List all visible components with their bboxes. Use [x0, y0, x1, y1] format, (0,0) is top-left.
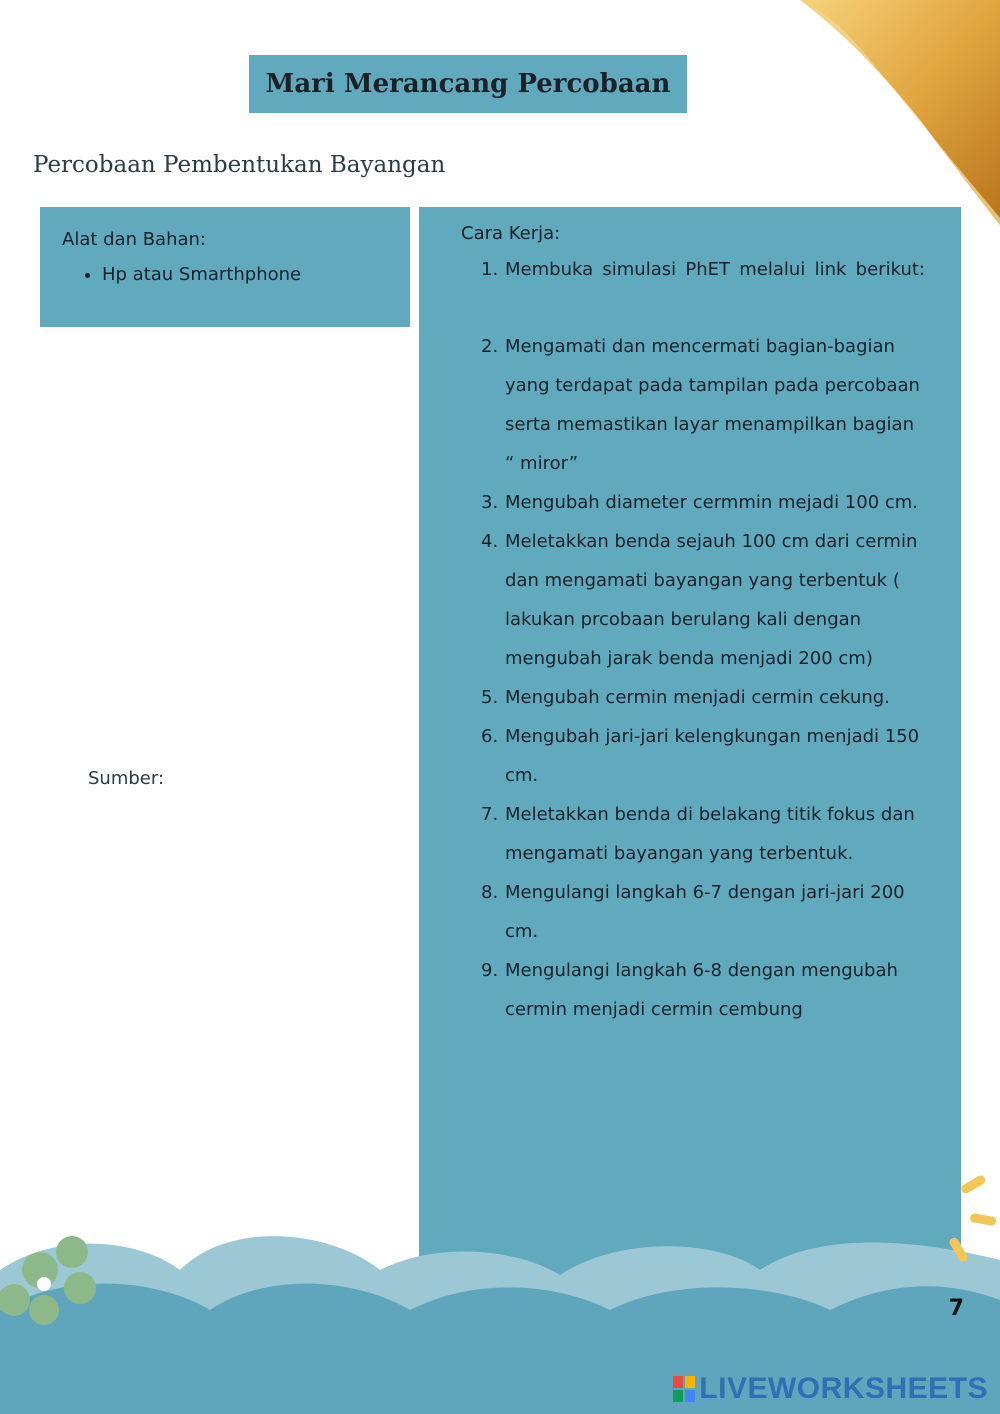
step-text: Meletakkan benda sejauh 100 cm dari cermin dan mengamati bayangan yang terbentuk ( lakukan prcobaan berulang kali dengan mengubah jarak benda menjadi 200 cm) — [505, 531, 918, 669]
brand-footer[interactable] — [673, 1372, 988, 1406]
step-text: Membuka simulasi PhET melalui link berikut: — [505, 259, 925, 280]
step-text: Mengamati dan mencermati bagian-bagian yang terdapat pada tampilan pada percobaan serta memastikan layar menampilkan bagian “ miror” — [505, 336, 920, 474]
title-banner — [249, 55, 687, 113]
cara-heading: Cara Kerja: — [461, 223, 561, 244]
step-number: 3. — [481, 492, 499, 513]
page-curl-decoration — [760, 0, 1000, 230]
brand-name: LIVEWORKSHEETS — [699, 1372, 988, 1405]
step-number: 2. — [481, 336, 499, 357]
step-number: 1. — [481, 259, 499, 280]
liveworksheets-logo-icon — [673, 1376, 695, 1402]
step-item — [461, 522, 925, 678]
step-text: Meletakkan benda di belakang titik fokus dan mengamati bayangan yang terbentuk. — [505, 804, 915, 864]
link-placeholder — [461, 289, 925, 327]
step-number: 8. — [481, 882, 499, 903]
page-number: 7 — [948, 1296, 964, 1321]
step-number: 5. — [481, 687, 499, 708]
step-text: Mengubah jari-jari kelengkungan menjadi 150 cm. — [505, 726, 920, 786]
step-text: Mengubah diameter cermmin mejadi 100 cm. — [505, 492, 919, 513]
step-item — [461, 327, 925, 483]
step-number: 6. — [481, 726, 499, 747]
step-number: 4. — [481, 531, 499, 552]
step-item — [461, 951, 925, 1029]
step-number: 9. — [481, 960, 499, 981]
step-item — [461, 250, 925, 289]
alat-item: • Hp atau Smarthphone — [102, 264, 388, 285]
cara-kerja-panel — [419, 207, 961, 1279]
alat-bahan-panel — [40, 207, 410, 327]
alat-list — [62, 264, 388, 285]
page-title: Mari Merancang Percobaan — [265, 69, 671, 99]
step-text: Mengulangi langkah 6-8 dengan mengubah cermin menjadi cermin cembung — [505, 960, 898, 1020]
sumber-label: Sumber: — [88, 768, 165, 789]
step-item — [461, 678, 925, 717]
alat-heading: Alat dan Bahan: — [62, 229, 206, 250]
step-item — [461, 483, 925, 522]
section-subtitle: Percobaan Pembentukan Bayangan — [33, 152, 446, 178]
step-text: Mengulangi langkah 6-7 dengan jari-jari 200 cm. — [505, 882, 905, 942]
step-text: Mengubah cermin menjadi cermin cekung. — [505, 687, 890, 708]
step-number: 7. — [481, 804, 499, 825]
step-item — [461, 717, 925, 795]
step-item — [461, 795, 925, 873]
step-item — [461, 873, 925, 951]
